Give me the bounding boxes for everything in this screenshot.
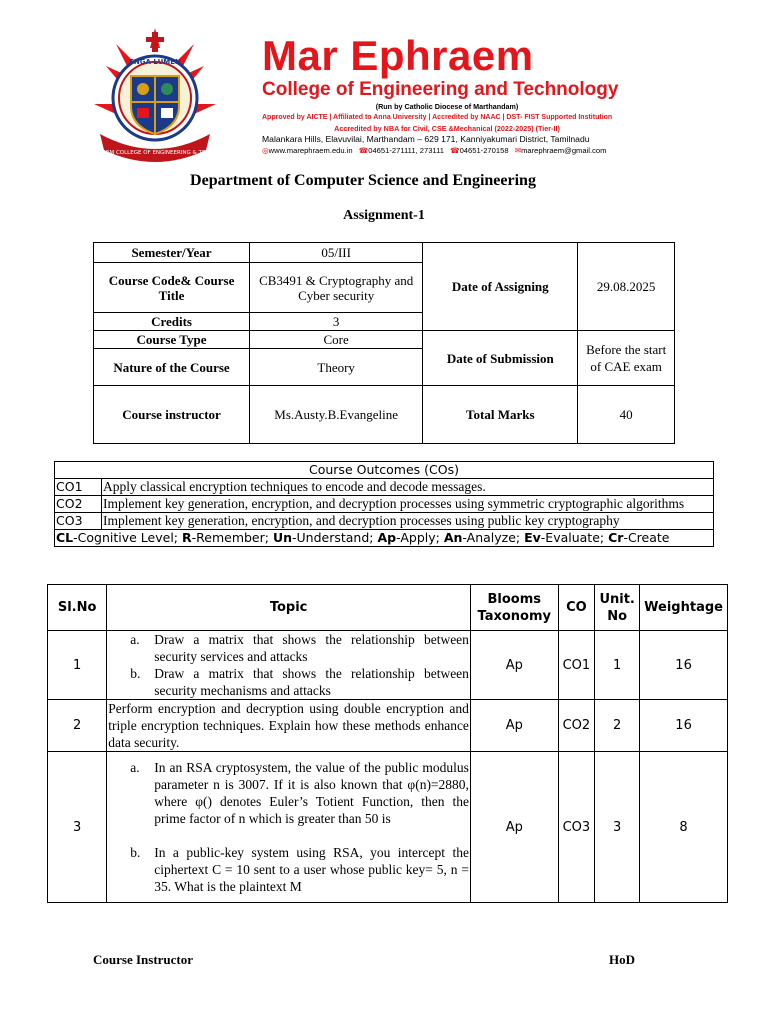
header-blooms: Blooms Taxonomy <box>470 585 558 631</box>
weightage: 8 <box>640 752 728 903</box>
course-type-value: Core <box>250 331 423 349</box>
topic: Perform encryption and decryption using double encryption and triple encryption techniques. Explain how these methods enhance data security. <box>108 701 469 750</box>
table-row <box>48 700 728 752</box>
co: CO2 <box>558 700 595 752</box>
co-row <box>55 496 714 513</box>
header-unit: Unit. No <box>595 585 640 631</box>
web-icon: ◎ <box>262 146 269 155</box>
header-weightage: Weightage <box>640 585 728 631</box>
credits-label: Credits <box>94 313 250 331</box>
svg-text:ENGA LUMEN: ENGA LUMEN <box>129 58 181 66</box>
college-subtitle: College of Engineering and Technology <box>262 79 619 100</box>
email[interactable]: marephraem@gmail.com <box>521 146 607 155</box>
phone-primary: 04651-271111, 273111 <box>368 146 444 155</box>
co-code: CO2 <box>55 496 102 513</box>
course-instructor-signature: Course Instructor <box>93 952 194 967</box>
hod-signature: HoD <box>609 952 635 967</box>
co-description: Implement key generation, encryption, and decryption processes using public key cryptography <box>102 513 714 530</box>
date-submission-value: Before the start of CAE exam <box>578 331 675 386</box>
table-row <box>48 631 728 700</box>
course-outcomes-table <box>54 461 714 547</box>
mail-icon: ✉ <box>514 146 522 155</box>
college-name: Mar Ephraem <box>262 32 534 79</box>
phone-secondary: 04651-270158 <box>459 146 509 155</box>
course-code-value: CB3491 & Cryptography and Cyber security <box>250 263 423 313</box>
cognitive-level-legend: CL-Cognitive Level; R-Remember; Un-Understand; Ap-Apply; An-Analyze; Ev-Evaluate; Cr-Create <box>55 530 714 547</box>
nature-value: Theory <box>250 349 423 386</box>
unit: 1 <box>595 631 640 700</box>
date-submission-label: Date of Submission <box>423 331 578 386</box>
co: CO3 <box>558 752 595 903</box>
co-heading: Course Outcomes (COs) <box>55 462 714 479</box>
weightage: 16 <box>640 700 728 752</box>
total-marks-label: Total Marks <box>423 386 578 444</box>
total-marks-value: 40 <box>578 386 675 444</box>
weightage: 16 <box>640 631 728 700</box>
college-brand <box>262 34 702 156</box>
college-crest-icon <box>73 26 237 166</box>
slno: 2 <box>48 700 107 752</box>
website[interactable]: www.marephraem.edu.in <box>268 146 353 155</box>
credits-value: 3 <box>250 313 423 331</box>
co-code: CO3 <box>55 513 102 530</box>
blooms: Ap <box>470 700 558 752</box>
phone-icon: ☎ <box>358 146 369 155</box>
instructor-value: Ms.Austy.B.Evangeline <box>250 386 423 444</box>
course-info-table <box>93 242 675 444</box>
date-assigning-label: Date of Assigning <box>423 243 578 331</box>
nature-label: Nature of the Course <box>94 349 250 386</box>
department-title: Department of Computer Science and Engineering <box>190 172 536 189</box>
blooms: Ap <box>470 752 558 903</box>
semester-label: Semester/Year <box>94 243 250 263</box>
co-row <box>55 479 714 496</box>
co-code: CO1 <box>55 479 102 496</box>
fax-icon: ☎ <box>450 146 460 155</box>
college-letterhead <box>66 24 702 170</box>
header-slno: Sl.No <box>48 585 107 631</box>
contact-line <box>262 145 702 156</box>
course-type-label: Course Type <box>94 331 250 349</box>
unit: 2 <box>595 700 640 752</box>
co-description: Apply classical encryption techniques to encode and decode messages. <box>102 479 714 496</box>
semester-value: 05/III <box>250 243 423 263</box>
topic: a. In an RSA cryptosystem, the value of the public modulus parameter n is 3007. If it is also known that φ(n)=2880, where φ() denotes Euler’s Totient Function, then the prime factor of n which is greater than 50 is b. In a public-key system using RSA, you intercept the ciphertext C = 10 sent to a user whose public key= 5, n = 35. What is the plaintext M <box>107 752 471 903</box>
slno: 1 <box>48 631 107 700</box>
questions-table <box>47 584 728 903</box>
slno: 3 <box>48 752 107 903</box>
co-row <box>55 513 714 530</box>
date-assigning-value: 29.08.2025 <box>578 243 675 331</box>
header-topic: Topic <box>107 585 471 631</box>
header-co: CO <box>558 585 595 631</box>
co: CO1 <box>558 631 595 700</box>
approval-line: Approved by AICTE | Affiliated to Anna University | Accredited by NAAC | DST- FIST Supported Institution <box>262 114 613 121</box>
co-description: Implement key generation, encryption, and decryption processes using symmetric cryptographic algorithms <box>102 496 714 513</box>
blooms: Ap <box>470 631 558 700</box>
unit: 3 <box>595 752 640 903</box>
nba-line: Accredited by NBA for Civil, CSE &Mechanical (2022-2025) (Tier-II) <box>334 124 560 133</box>
address-line: Malankara Hills, Elavuvilai, Marthandam – 629 171, Kanniyakumari District, Tamilnadu <box>262 134 590 144</box>
svg-text:MAR EPHRAEM COLLEGE OF ENGINEE: MAR EPHRAEM COLLEGE OF ENGINEERING & TECHNOLOGY <box>73 150 237 156</box>
run-by: (Run by Catholic Diocese of Marthandam) <box>375 102 519 111</box>
course-code-label: Course Code& Course Title <box>94 263 250 313</box>
table-row <box>48 752 728 903</box>
topic: a. Draw a matrix that shows the relationship between security services and attacks b. Draw a matrix that shows the relationship between security mechanisms and attacks <box>107 631 471 700</box>
assignment-title: Assignment-1 <box>343 208 425 223</box>
instructor-label: Course instructor <box>94 386 250 444</box>
